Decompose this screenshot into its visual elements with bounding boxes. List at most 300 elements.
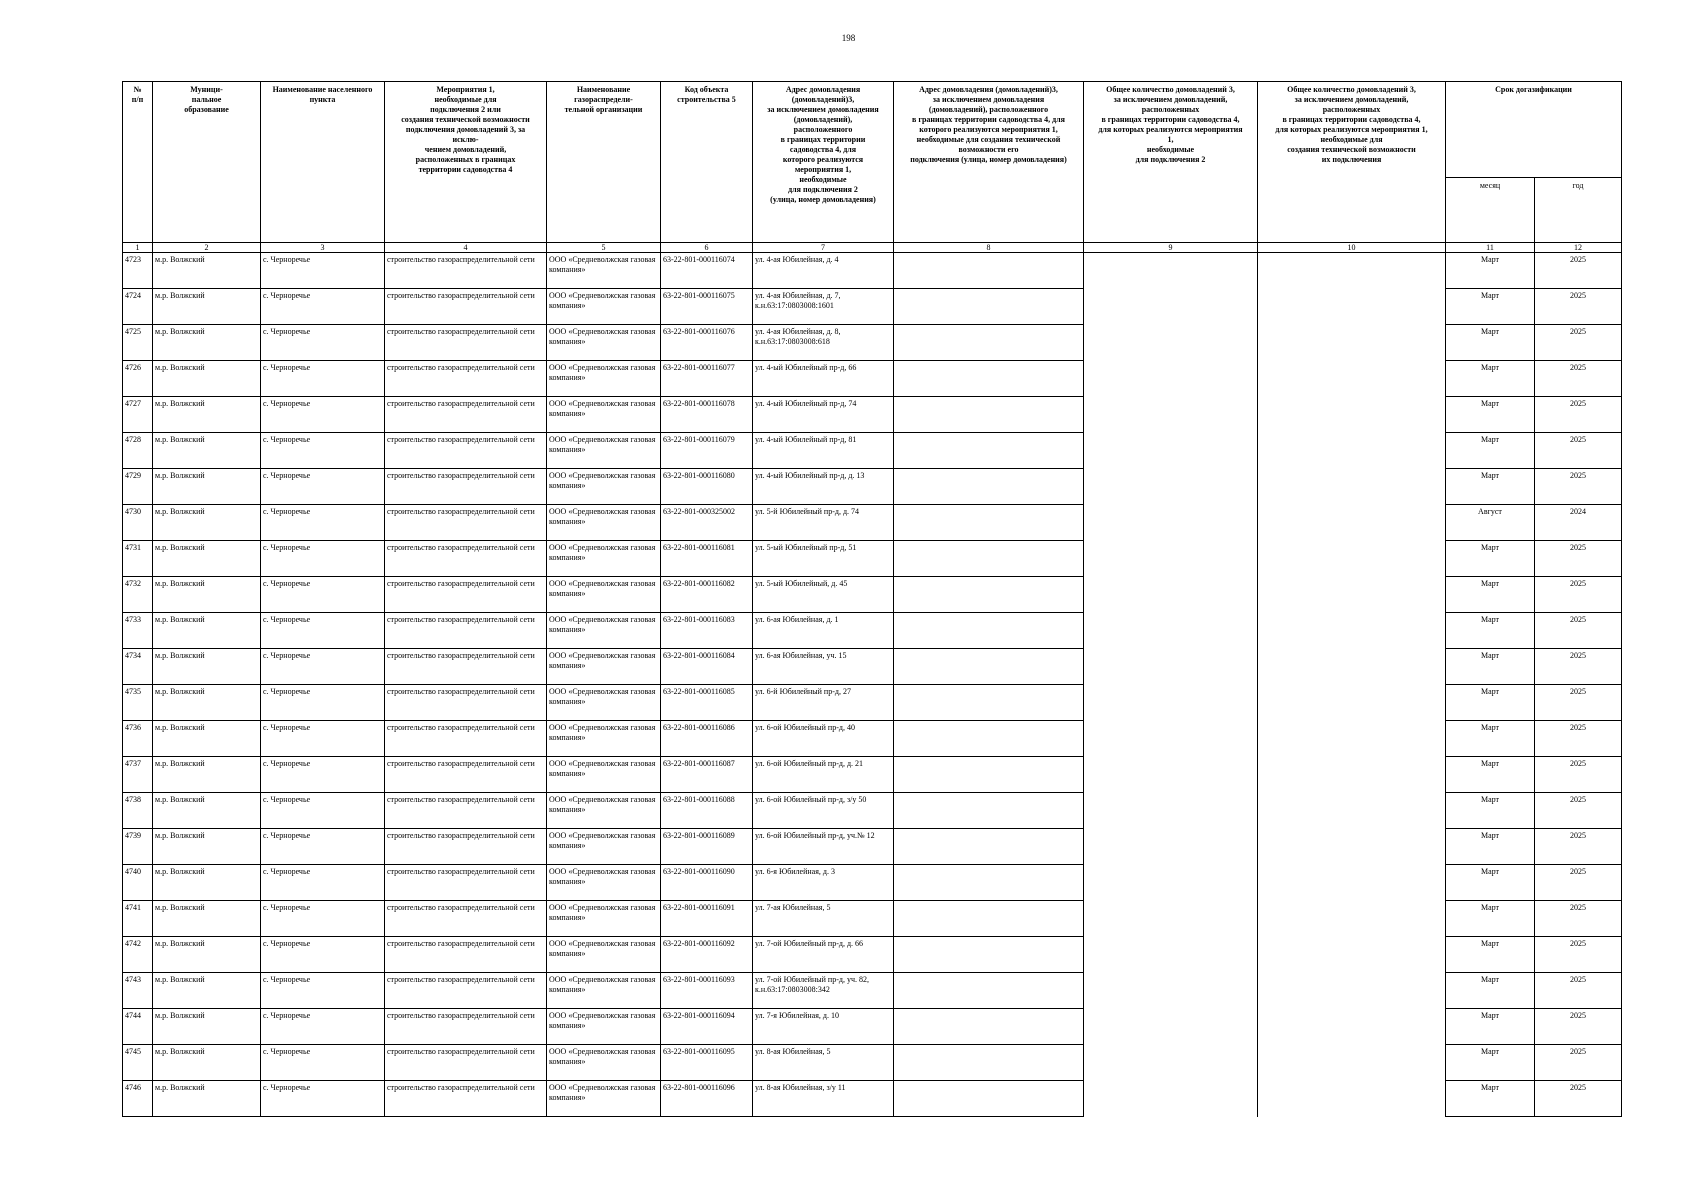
row-year: 2025 bbox=[1535, 901, 1622, 937]
row-year: 2025 bbox=[1535, 613, 1622, 649]
row-address-tech bbox=[894, 577, 1084, 613]
row-number: 4729 bbox=[123, 469, 153, 505]
row-activity: строительство газораспределительной сети bbox=[385, 469, 547, 505]
row-address: ул. 7-я Юбилейная, д. 10 bbox=[753, 1009, 894, 1045]
row-count-connection bbox=[1084, 433, 1258, 469]
row-address: ул. 6-ая Юбилейная, д. 1 bbox=[753, 613, 894, 649]
row-activity: строительство газораспределительной сети bbox=[385, 613, 547, 649]
col-num: 7 bbox=[753, 243, 894, 253]
row-address: ул. 6-ая Юбилейная, уч. 15 bbox=[753, 649, 894, 685]
row-month: Март bbox=[1446, 829, 1535, 865]
row-address-tech bbox=[894, 685, 1084, 721]
row-object-code: 63-22-801-000116092 bbox=[661, 937, 753, 973]
row-count-connection bbox=[1084, 505, 1258, 541]
row-address-tech bbox=[894, 613, 1084, 649]
row-month: Март bbox=[1446, 973, 1535, 1009]
row-month: Март bbox=[1446, 1009, 1535, 1045]
row-object-code: 63-22-801-000116083 bbox=[661, 613, 753, 649]
row-municipality: м.р. Волжский bbox=[153, 649, 261, 685]
row-gas-organization: ООО «Средневолжская газовая компания» bbox=[547, 289, 661, 325]
row-month: Март bbox=[1446, 289, 1535, 325]
row-gas-organization: ООО «Средневолжская газовая компания» bbox=[547, 361, 661, 397]
table-row bbox=[123, 361, 1622, 397]
row-count-tech bbox=[1258, 721, 1446, 757]
row-address-tech bbox=[894, 505, 1084, 541]
row-activity: строительство газораспределительной сети bbox=[385, 1081, 547, 1117]
row-activity: строительство газораспределительной сети bbox=[385, 1009, 547, 1045]
row-activity: строительство газораспределительной сети bbox=[385, 649, 547, 685]
row-count-connection bbox=[1084, 757, 1258, 793]
row-year: 2025 bbox=[1535, 829, 1622, 865]
table-row bbox=[123, 973, 1622, 1009]
row-address: ул. 7-ой Юбилейный пр-д, д. 66 bbox=[753, 937, 894, 973]
row-count-tech bbox=[1258, 577, 1446, 613]
row-address: ул. 4-ая Юбилейная, д. 4 bbox=[753, 253, 894, 289]
row-activity: строительство газораспределительной сети bbox=[385, 577, 547, 613]
row-year: 2025 bbox=[1535, 289, 1622, 325]
row-address-tech bbox=[894, 649, 1084, 685]
row-year: 2025 bbox=[1535, 433, 1622, 469]
row-count-tech bbox=[1258, 397, 1446, 433]
row-settlement: с. Черноречье bbox=[261, 541, 385, 577]
row-address-tech bbox=[894, 325, 1084, 361]
row-address-tech bbox=[894, 721, 1084, 757]
table-row bbox=[123, 253, 1622, 289]
header-address-tech: Адрес домовладения (домовладений)3, за исключением домовладения (домовладений), расположенного в границах территории садоводства 4, для которого реализуются мероприятия 1, необходимые для создания технической возможности его подключения (улица, номер домовладения) bbox=[894, 82, 1084, 243]
row-year: 2025 bbox=[1535, 793, 1622, 829]
row-activity: строительство газораспределительной сети bbox=[385, 325, 547, 361]
row-settlement: с. Черноречье bbox=[261, 901, 385, 937]
row-address-tech bbox=[894, 1081, 1084, 1117]
row-municipality: м.р. Волжский bbox=[153, 289, 261, 325]
row-address-tech bbox=[894, 541, 1084, 577]
row-number: 4739 bbox=[123, 829, 153, 865]
row-year: 2025 bbox=[1535, 937, 1622, 973]
row-address: ул. 4-ый Юбилейный пр-д, 66 bbox=[753, 361, 894, 397]
row-address-tech bbox=[894, 865, 1084, 901]
row-number: 4733 bbox=[123, 613, 153, 649]
row-year: 2025 bbox=[1535, 865, 1622, 901]
row-count-connection bbox=[1084, 829, 1258, 865]
row-month: Март bbox=[1446, 757, 1535, 793]
row-month: Март bbox=[1446, 577, 1535, 613]
row-year: 2025 bbox=[1535, 973, 1622, 1009]
row-gas-organization: ООО «Средневолжская газовая компания» bbox=[547, 793, 661, 829]
row-object-code: 63-22-801-000116089 bbox=[661, 829, 753, 865]
row-gas-organization: ООО «Средневолжская газовая компания» bbox=[547, 541, 661, 577]
row-month: Март bbox=[1446, 793, 1535, 829]
row-object-code: 63-22-801-000116094 bbox=[661, 1009, 753, 1045]
table-row bbox=[123, 1045, 1622, 1081]
row-activity: строительство газораспределительной сети bbox=[385, 937, 547, 973]
row-address: ул. 5-ый Юбилейный пр-д, 51 bbox=[753, 541, 894, 577]
row-count-connection bbox=[1084, 649, 1258, 685]
row-address-tech bbox=[894, 289, 1084, 325]
row-gas-organization: ООО «Средневолжская газовая компания» bbox=[547, 865, 661, 901]
row-count-tech bbox=[1258, 757, 1446, 793]
row-address: ул. 6-ой Юбилейный пр-д, 40 bbox=[753, 721, 894, 757]
row-settlement: с. Черноречье bbox=[261, 721, 385, 757]
header-count-connection: Общее количество домовладений 3, за исключением домовладений, расположенных в границах территории садоводства 4, для которых реализуются мероприятия 1, необходимые для подключения 2 bbox=[1084, 82, 1258, 243]
row-activity: строительство газораспределительной сети bbox=[385, 721, 547, 757]
table-row bbox=[123, 685, 1622, 721]
table-row bbox=[123, 613, 1622, 649]
row-object-code: 63-22-801-000116079 bbox=[661, 433, 753, 469]
row-settlement: с. Черноречье bbox=[261, 397, 385, 433]
table-row bbox=[123, 1081, 1622, 1117]
row-gas-organization: ООО «Средневолжская газовая компания» bbox=[547, 973, 661, 1009]
col-num: 2 bbox=[153, 243, 261, 253]
row-gas-organization: ООО «Средневолжская газовая компания» bbox=[547, 1081, 661, 1117]
row-activity: строительство газораспределительной сети bbox=[385, 253, 547, 289]
row-number: 4723 bbox=[123, 253, 153, 289]
row-month: Март bbox=[1446, 1081, 1535, 1117]
row-count-connection bbox=[1084, 397, 1258, 433]
row-object-code: 63-22-801-000116088 bbox=[661, 793, 753, 829]
row-count-tech bbox=[1258, 1081, 1446, 1117]
gasification-table bbox=[122, 81, 1622, 1117]
row-address: ул. 4-ая Юбилейная, д. 7, к.н.63:17:0803008:1601 bbox=[753, 289, 894, 325]
row-settlement: с. Черноречье bbox=[261, 289, 385, 325]
row-gas-organization: ООО «Средневолжская газовая компания» bbox=[547, 649, 661, 685]
row-month: Март bbox=[1446, 397, 1535, 433]
row-address-tech bbox=[894, 469, 1084, 505]
table-row bbox=[123, 865, 1622, 901]
row-municipality: м.р. Волжский bbox=[153, 721, 261, 757]
row-address-tech bbox=[894, 253, 1084, 289]
row-number: 4738 bbox=[123, 793, 153, 829]
row-year: 2025 bbox=[1535, 577, 1622, 613]
row-gas-organization: ООО «Средневолжская газовая компания» bbox=[547, 253, 661, 289]
row-count-connection bbox=[1084, 325, 1258, 361]
row-gas-organization: ООО «Средневолжская газовая компания» bbox=[547, 577, 661, 613]
row-month: Март bbox=[1446, 541, 1535, 577]
row-month: Март bbox=[1446, 721, 1535, 757]
row-object-code: 63-22-801-000116075 bbox=[661, 289, 753, 325]
row-address-tech bbox=[894, 1045, 1084, 1081]
row-municipality: м.р. Волжский bbox=[153, 397, 261, 433]
row-number: 4726 bbox=[123, 361, 153, 397]
table-body bbox=[123, 253, 1622, 1117]
row-count-connection bbox=[1084, 1081, 1258, 1117]
row-gas-organization: ООО «Средневолжская газовая компания» bbox=[547, 613, 661, 649]
row-number: 4728 bbox=[123, 433, 153, 469]
row-municipality: м.р. Волжский bbox=[153, 865, 261, 901]
row-number: 4732 bbox=[123, 577, 153, 613]
col-num: 6 bbox=[661, 243, 753, 253]
row-month: Март bbox=[1446, 1045, 1535, 1081]
row-gas-organization: ООО «Средневолжская газовая компания» bbox=[547, 1045, 661, 1081]
row-year: 2025 bbox=[1535, 1009, 1622, 1045]
row-count-tech bbox=[1258, 973, 1446, 1009]
row-address: ул. 8-ая Юбилейная, з/у 11 bbox=[753, 1081, 894, 1117]
row-address-tech bbox=[894, 361, 1084, 397]
row-settlement: с. Черноречье bbox=[261, 325, 385, 361]
header-object-code: Код объекта строительства 5 bbox=[661, 82, 753, 243]
row-count-tech bbox=[1258, 469, 1446, 505]
row-year: 2024 bbox=[1535, 505, 1622, 541]
row-month: Март bbox=[1446, 901, 1535, 937]
row-activity: строительство газораспределительной сети bbox=[385, 361, 547, 397]
row-address-tech bbox=[894, 793, 1084, 829]
row-address: ул. 6-ой Юбилейный пр-д, уч.№ 12 bbox=[753, 829, 894, 865]
row-municipality: м.р. Волжский bbox=[153, 901, 261, 937]
row-municipality: м.р. Волжский bbox=[153, 577, 261, 613]
row-year: 2025 bbox=[1535, 325, 1622, 361]
row-municipality: м.р. Волжский bbox=[153, 469, 261, 505]
row-object-code: 63-22-801-000116091 bbox=[661, 901, 753, 937]
row-object-code: 63-22-801-000116084 bbox=[661, 649, 753, 685]
row-activity: строительство газораспределительной сети bbox=[385, 901, 547, 937]
row-count-tech bbox=[1258, 793, 1446, 829]
row-address-tech bbox=[894, 397, 1084, 433]
row-object-code: 63-22-801-000116077 bbox=[661, 361, 753, 397]
row-address: ул. 7-ая Юбилейная, 5 bbox=[753, 901, 894, 937]
row-address: ул. 4-ый Юбилейный пр-д, 81 bbox=[753, 433, 894, 469]
table-row bbox=[123, 505, 1622, 541]
table-row bbox=[123, 937, 1622, 973]
row-count-tech bbox=[1258, 325, 1446, 361]
row-count-tech bbox=[1258, 685, 1446, 721]
row-municipality: м.р. Волжский bbox=[153, 829, 261, 865]
row-count-connection bbox=[1084, 361, 1258, 397]
row-address: ул. 6-й Юбилейный пр-д, 27 bbox=[753, 685, 894, 721]
col-num: 3 bbox=[261, 243, 385, 253]
row-activity: строительство газораспределительной сети bbox=[385, 1045, 547, 1081]
row-month: Март bbox=[1446, 613, 1535, 649]
col-num: 11 bbox=[1446, 243, 1535, 253]
row-month: Март bbox=[1446, 685, 1535, 721]
col-num: 1 bbox=[123, 243, 153, 253]
row-count-tech bbox=[1258, 505, 1446, 541]
row-count-tech bbox=[1258, 361, 1446, 397]
row-municipality: м.р. Волжский bbox=[153, 253, 261, 289]
row-activity: строительство газораспределительной сети bbox=[385, 757, 547, 793]
row-settlement: с. Черноречье bbox=[261, 1045, 385, 1081]
row-count-tech bbox=[1258, 1045, 1446, 1081]
row-address: ул. 6-я Юбилейная, д. 3 bbox=[753, 865, 894, 901]
row-activity: строительство газораспределительной сети bbox=[385, 505, 547, 541]
table-row bbox=[123, 901, 1622, 937]
row-settlement: с. Черноречье bbox=[261, 865, 385, 901]
row-address-tech bbox=[894, 757, 1084, 793]
row-address: ул. 5-й Юбилейный пр-д, д. 74 bbox=[753, 505, 894, 541]
header-municipality: Муници- пальное образование bbox=[153, 82, 261, 243]
row-object-code: 63-22-801-000116087 bbox=[661, 757, 753, 793]
row-year: 2025 bbox=[1535, 253, 1622, 289]
header-settlement: Наименование населенного пункта bbox=[261, 82, 385, 243]
row-municipality: м.р. Волжский bbox=[153, 433, 261, 469]
row-month: Март bbox=[1446, 937, 1535, 973]
row-activity: строительство газораспределительной сети bbox=[385, 541, 547, 577]
table-row bbox=[123, 289, 1622, 325]
row-month: Март bbox=[1446, 325, 1535, 361]
table-row bbox=[123, 721, 1622, 757]
table-row bbox=[123, 541, 1622, 577]
row-municipality: м.р. Волжский bbox=[153, 1081, 261, 1117]
row-address: ул. 7-ой Юбилейный пр-д, уч. 82, к.н.63:17:0803008:342 bbox=[753, 973, 894, 1009]
row-municipality: м.р. Волжский bbox=[153, 793, 261, 829]
row-activity: строительство газораспределительной сети bbox=[385, 829, 547, 865]
row-count-tech bbox=[1258, 433, 1446, 469]
row-settlement: с. Черноречье bbox=[261, 613, 385, 649]
row-address: ул. 5-ый Юбилейный, д. 45 bbox=[753, 577, 894, 613]
row-number: 4741 bbox=[123, 901, 153, 937]
header-deadline: Срок догазификации bbox=[1446, 82, 1622, 178]
row-number: 4742 bbox=[123, 937, 153, 973]
row-count-connection bbox=[1084, 289, 1258, 325]
header-month: месяц bbox=[1446, 178, 1535, 243]
row-gas-organization: ООО «Средневолжская газовая компания» bbox=[547, 505, 661, 541]
row-month: Март bbox=[1446, 361, 1535, 397]
row-municipality: м.р. Волжский bbox=[153, 325, 261, 361]
row-count-connection bbox=[1084, 937, 1258, 973]
row-count-connection bbox=[1084, 1009, 1258, 1045]
row-settlement: с. Черноречье bbox=[261, 253, 385, 289]
row-address: ул. 6-ой Юбилейный пр-д, д. 21 bbox=[753, 757, 894, 793]
row-address-tech bbox=[894, 973, 1084, 1009]
table-row bbox=[123, 829, 1622, 865]
row-year: 2025 bbox=[1535, 1081, 1622, 1117]
row-count-tech bbox=[1258, 829, 1446, 865]
row-number: 4730 bbox=[123, 505, 153, 541]
row-year: 2025 bbox=[1535, 721, 1622, 757]
row-settlement: с. Черноречье bbox=[261, 793, 385, 829]
row-number: 4746 bbox=[123, 1081, 153, 1117]
row-count-connection bbox=[1084, 901, 1258, 937]
row-count-tech bbox=[1258, 901, 1446, 937]
column-numbers-row bbox=[123, 243, 1622, 253]
table-row bbox=[123, 397, 1622, 433]
row-count-connection bbox=[1084, 613, 1258, 649]
row-gas-organization: ООО «Средневолжская газовая компания» bbox=[547, 469, 661, 505]
table-header bbox=[123, 82, 1622, 253]
row-year: 2025 bbox=[1535, 685, 1622, 721]
row-settlement: с. Черноречье bbox=[261, 649, 385, 685]
row-number: 4743 bbox=[123, 973, 153, 1009]
row-settlement: с. Черноречье bbox=[261, 469, 385, 505]
table-row bbox=[123, 469, 1622, 505]
row-address: ул. 6-ой Юбилейный пр-д, з/у 50 bbox=[753, 793, 894, 829]
row-year: 2025 bbox=[1535, 541, 1622, 577]
row-count-connection bbox=[1084, 577, 1258, 613]
row-settlement: с. Черноречье bbox=[261, 505, 385, 541]
header-number: № п/п bbox=[123, 82, 153, 243]
header-gas-organization: Наименование газораспредели- тельной организации bbox=[547, 82, 661, 243]
row-object-code: 63-22-801-000116082 bbox=[661, 577, 753, 613]
table-row bbox=[123, 793, 1622, 829]
row-activity: строительство газораспределительной сети bbox=[385, 973, 547, 1009]
table-row bbox=[123, 433, 1622, 469]
row-number: 4734 bbox=[123, 649, 153, 685]
row-number: 4740 bbox=[123, 865, 153, 901]
row-month: Март bbox=[1446, 649, 1535, 685]
row-count-connection bbox=[1084, 865, 1258, 901]
row-count-tech bbox=[1258, 937, 1446, 973]
row-number: 4736 bbox=[123, 721, 153, 757]
row-address: ул. 4-ый Юбилейный пр-д, д. 13 bbox=[753, 469, 894, 505]
row-municipality: м.р. Волжский bbox=[153, 757, 261, 793]
row-count-connection bbox=[1084, 253, 1258, 289]
row-number: 4735 bbox=[123, 685, 153, 721]
page-number: 198 bbox=[841, 33, 856, 43]
row-gas-organization: ООО «Средневолжская газовая компания» bbox=[547, 829, 661, 865]
row-municipality: м.р. Волжский bbox=[153, 1009, 261, 1045]
row-count-connection bbox=[1084, 973, 1258, 1009]
row-number: 4725 bbox=[123, 325, 153, 361]
row-municipality: м.р. Волжский bbox=[153, 541, 261, 577]
row-object-code: 63-22-801-000116096 bbox=[661, 1081, 753, 1117]
row-gas-organization: ООО «Средневолжская газовая компания» bbox=[547, 757, 661, 793]
row-address-tech bbox=[894, 901, 1084, 937]
row-count-connection bbox=[1084, 721, 1258, 757]
row-gas-organization: ООО «Средневолжская газовая компания» bbox=[547, 325, 661, 361]
row-gas-organization: ООО «Средневолжская газовая компания» bbox=[547, 901, 661, 937]
row-municipality: м.р. Волжский bbox=[153, 361, 261, 397]
row-month: Март bbox=[1446, 865, 1535, 901]
col-num: 5 bbox=[547, 243, 661, 253]
row-number: 4731 bbox=[123, 541, 153, 577]
table-row bbox=[123, 577, 1622, 613]
row-object-code: 63-22-801-000116081 bbox=[661, 541, 753, 577]
row-address-tech bbox=[894, 829, 1084, 865]
row-settlement: с. Черноречье bbox=[261, 1009, 385, 1045]
row-settlement: с. Черноречье bbox=[261, 577, 385, 613]
row-municipality: м.р. Волжский bbox=[153, 937, 261, 973]
row-address-tech bbox=[894, 937, 1084, 973]
row-count-connection bbox=[1084, 469, 1258, 505]
row-month: Март bbox=[1446, 469, 1535, 505]
row-activity: строительство газораспределительной сети bbox=[385, 397, 547, 433]
row-count-tech bbox=[1258, 253, 1446, 289]
row-address: ул. 8-ая Юбилейная, 5 bbox=[753, 1045, 894, 1081]
row-address: ул. 4-ый Юбилейный пр-д, 74 bbox=[753, 397, 894, 433]
row-count-connection bbox=[1084, 541, 1258, 577]
col-num: 12 bbox=[1535, 243, 1622, 253]
table-row bbox=[123, 757, 1622, 793]
row-gas-organization: ООО «Средневолжская газовая компания» bbox=[547, 433, 661, 469]
row-municipality: м.р. Волжский bbox=[153, 505, 261, 541]
row-year: 2025 bbox=[1535, 361, 1622, 397]
row-object-code: 63-22-801-000116076 bbox=[661, 325, 753, 361]
col-num: 10 bbox=[1258, 243, 1446, 253]
row-settlement: с. Черноречье bbox=[261, 829, 385, 865]
row-settlement: с. Черноречье bbox=[261, 937, 385, 973]
row-gas-organization: ООО «Средневолжская газовая компания» bbox=[547, 397, 661, 433]
row-object-code: 63-22-801-000325002 bbox=[661, 505, 753, 541]
row-year: 2025 bbox=[1535, 757, 1622, 793]
row-count-tech bbox=[1258, 289, 1446, 325]
header-address-connection: Адрес домовладения (домовладений)3, за исключением домовладения (домовладений), расположенного в границах территории садоводства 4, для которого реализуются мероприятия 1, необходимые для подключения 2 (улица, номер домовладения) bbox=[753, 82, 894, 243]
row-address-tech bbox=[894, 433, 1084, 469]
row-count-connection bbox=[1084, 685, 1258, 721]
row-activity: строительство газораспределительной сети bbox=[385, 289, 547, 325]
table-row bbox=[123, 1009, 1622, 1045]
row-municipality: м.р. Волжский bbox=[153, 1045, 261, 1081]
row-object-code: 63-22-801-000116080 bbox=[661, 469, 753, 505]
row-count-tech bbox=[1258, 865, 1446, 901]
row-month: Март bbox=[1446, 253, 1535, 289]
row-address: ул. 4-ая Юбилейная, д. 8, к.н.63:17:0803008:618 bbox=[753, 325, 894, 361]
row-municipality: м.р. Волжский bbox=[153, 685, 261, 721]
header-year: год bbox=[1535, 178, 1622, 243]
row-number: 4727 bbox=[123, 397, 153, 433]
table-row bbox=[123, 325, 1622, 361]
row-count-tech bbox=[1258, 613, 1446, 649]
row-count-tech bbox=[1258, 649, 1446, 685]
row-object-code: 63-22-801-000116078 bbox=[661, 397, 753, 433]
row-number: 4744 bbox=[123, 1009, 153, 1045]
